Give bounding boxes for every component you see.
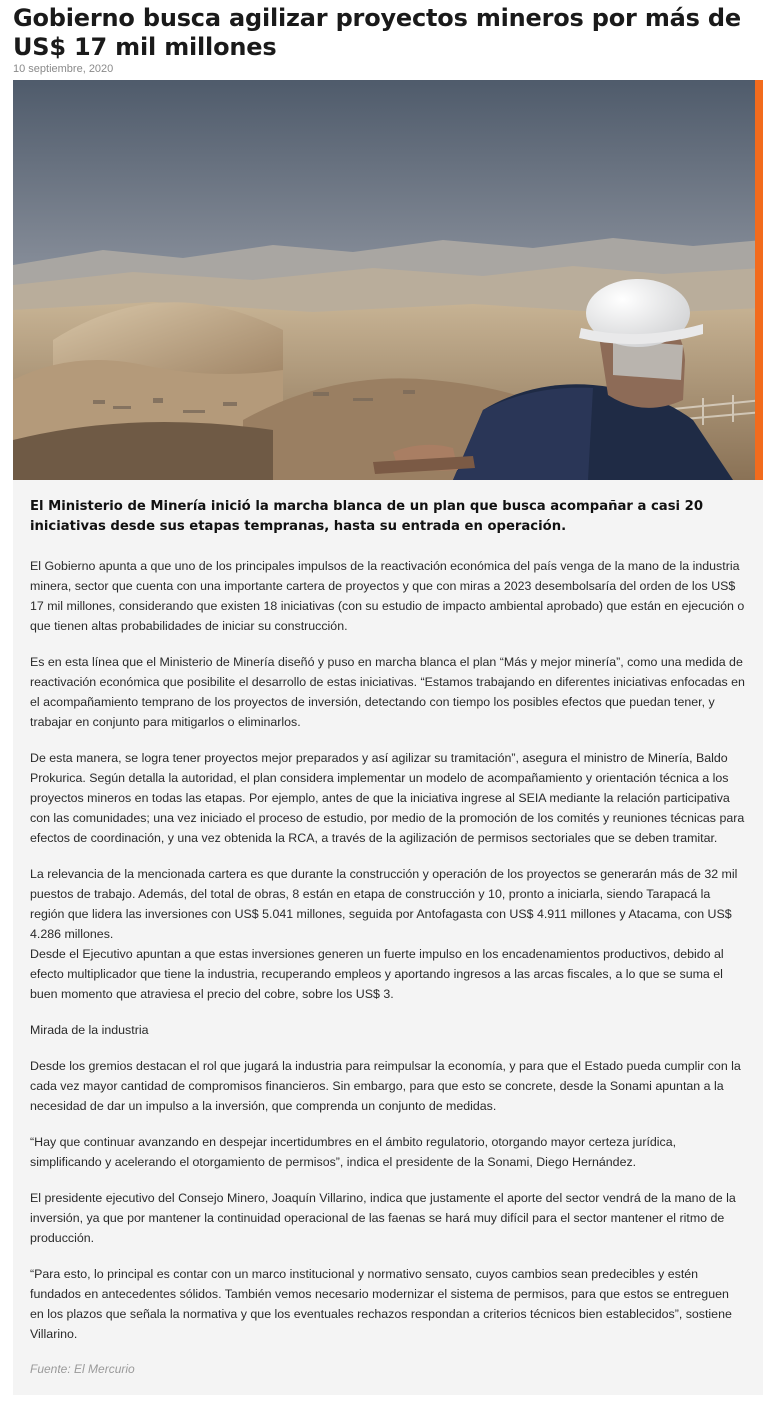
hero-image [13,80,763,480]
mining-landscape-photo [13,80,763,480]
article-paragraph: El Gobierno apunta a que uno de los principales impulsos de la reactivación económica del país venga de la mano de la industria minera, sector que cuenta con una importante cartera de proyectos y que con miras a 2023 desembolsaría del orden de los US$ 17 mil millones, considerando que existen 18 iniciativas (con su estudio de impacto ambiental aprobado) que están en ejecución o que tienen altas probabilidades de iniciar su construcción. [30,559,745,633]
article-date: 10 septiembre, 2020 [13,63,114,75]
article-quote: “Para esto, lo principal es contar con un marco institucional y normativo sensato, cuyos cambios sean predecibles y estén fundados en antecedentes sólidos. También vemos necesario modernizar el sistema de permisos, para que estos se entreguen en los plazos que señala la normativa y que los eventuales rechazos respondan a criterios técnicos bien establecidos”, sostiene Villarino. [30,1267,732,1341]
article-paragraph: Desde los gremios destacan el rol que jugará la industria para reimpulsar la economía, y para que el Estado pueda cumplir con la cada vez mayor cantidad de compromisos financieros. Sin embargo, para que esto se concrete, desde la Sonami apuntan a la necesidad de dar un impulso a la inversión, que comprenda un conjunto de medidas. [30,1059,741,1113]
article-source: Fuente: El Mercurio [30,1362,135,1376]
article-paragraph: La relevancia de la mencionada cartera es que durante la construcción y operación de los proyectos se generarán más de 32 mil puestos de trabajo. Además, del total de obras, 8 están en etapa de construcción y 10, pronto a iniciarla, siendo Tarapacá la región que lidera las inversiones con US$ 5.041 millones, seguida por Antofagasta con US$ 4.911 millones y Atacama, con US$ 4.286 millones. [30,867,738,941]
section-subheading: Mirada de la industria [30,1023,149,1037]
article-body [13,480,763,1395]
article-paragraph: Es en esta línea que el Ministerio de Minería diseñó y puso en marcha blanca el plan “Más y mejor minería”, como una medida de reactivación económica que posibilite el desarrollo de estas iniciativas. “Estamos trabajando en diferentes iniciativas enfocadas en el acompañamiento temprano de los proyectos de inversión, detectando con tiempo los posibles efectos que puedan tener, y trabajar en conjunto para mitigarlos o eliminarlos. [30,655,745,729]
article-paragraph: El presidente ejecutivo del Consejo Minero, Joaquín Villarino, indica que justamente el aporte del sector vendrá de la mano de la inversión, ya que por mantener la continuidad operacional de las faenas se hará muy difícil para el sector mantener el ritmo de producción. [30,1191,736,1245]
article-title: Gobierno busca agilizar proyectos mineros por más de US$ 17 mil millones [13,4,741,61]
article-lead: El Ministerio de Minería inició la marcha blanca de un plan que busca acompañar a casi 20 iniciativas desde sus etapas tempranas, hasta su entrada en operación. [30,499,704,534]
article-paragraph: De esta manera, se logra tener proyectos mejor preparados y así agilizar su tramitación”, asegura el ministro de Minería, Baldo Prokurica. Según detalla la autoridad, el plan considera implementar un modelo de acompañamiento y orientación técnica a los proyectos mineros en todas las etapas. Por ejemplo, antes de que la iniciativa ingrese al SEIA mediante la relación participativa con las comunidades; una vez iniciado el proceso de estudio, por medio de la promoción de los comités y reuniones técnicas para efectos de coordinación, y una vez obtenida la RCA, a través de la agilización de permisos sectoriales que se deben tramitar. [30,751,745,845]
accent-bar [755,80,763,480]
article-quote: “Hay que continuar avanzando en despejar incertidumbres en el ámbito regulatorio, otorgando mayor certeza jurídica, simplificando y acelerando el otorgamiento de permisos”, indica el presidente de la Sonami, Diego Hernández. [30,1135,677,1169]
article-paragraph: Desde el Ejecutivo apuntan a que estas inversiones generen un fuerte impulso en los encadenamientos productivos, debido al efecto multiplicador que tiene la industria, recuperando empleos y aportando ingresos a las arcas fiscales, a lo que se suma el buen momento que atraviesa el precio del cobre, sobre los US$ 3. [30,947,724,1001]
